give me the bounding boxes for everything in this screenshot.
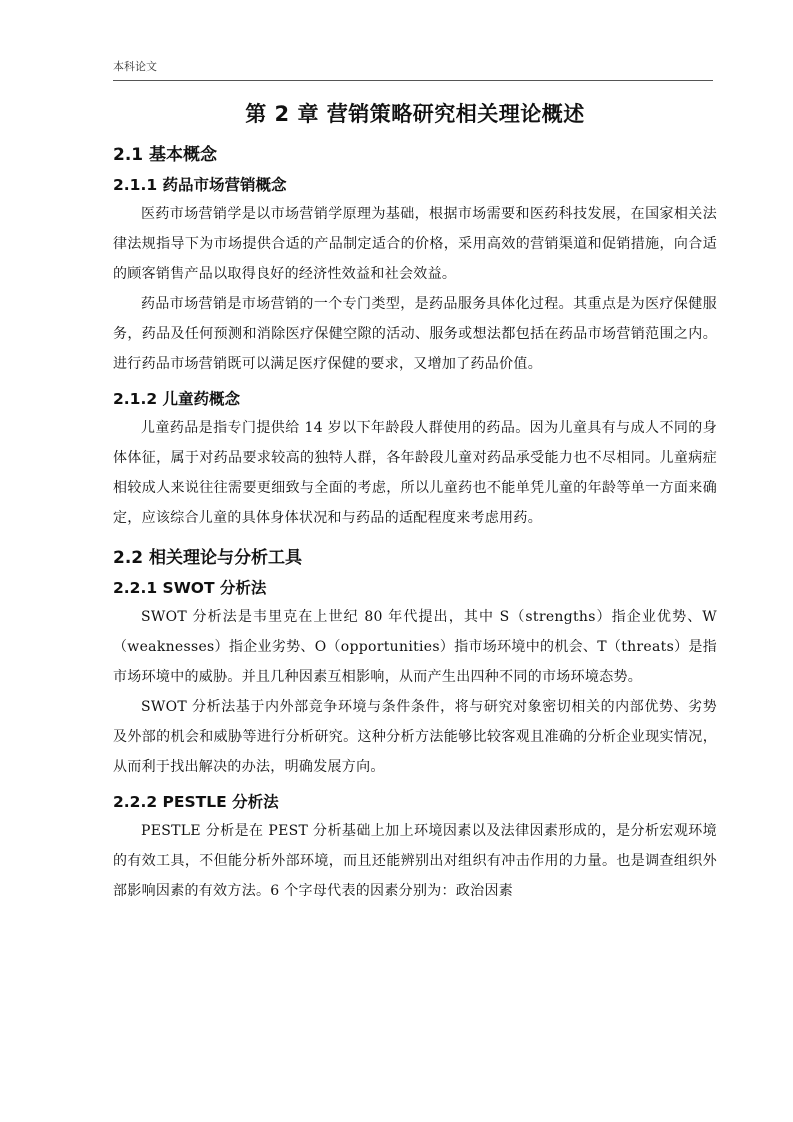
paragraph: SWOT 分析法基于内外部竞争环境与条件条件，将与研究对象密切相关的内部优势、劣势及外部的机会和威胁等进行分析研究。这种分析方法能够比较客观且准确的分析企业现实情况，从而利于找出解决的办法，明确发展方向。 [113,699,717,775]
subsection-heading-2-1-1: 2.1.1 药品市场营销概念 [113,176,287,194]
subsection-heading-2-1-2: 2.1.2 儿童药概念 [113,390,241,408]
paragraph: SWOT 分析法是韦里克在上世纪 80 年代提出，其中 S（strengths）指企业优势、W（weaknesses）指企业劣势、O（opportunities）指市场环境中的机会、T（threats）是指市场环境中的威胁。并且几种因素互相影响，从而产生出四种不同的市场环境态势。 [113,609,717,685]
page-body [113,98,717,906]
section-heading-2-1: 2.1 基本概念 [113,145,218,165]
subsection-heading-2-2-1: 2.2.1 SWOT 分析法 [113,579,267,597]
header-rule [113,80,713,81]
section-heading-2-2: 2.2 相关理论与分析工具 [113,548,303,568]
chapter-title: 第 2 章 营销策略研究相关理论概述 [245,102,585,126]
paragraph: 药品市场营销是市场营销的一个专门类型，是药品服务具体化过程。其重点是为医疗保健服务，药品及任何预测和消除医疗保健空隙的活动、服务或想法都包括在药品市场营销范围之内。进行药品市场营销既可以满足医疗保健的要求，又增加了药品价值。 [113,296,717,372]
subsection-heading-2-2-2: 2.2.2 PESTLE 分析法 [113,793,279,811]
running-header: 本科论文 [113,60,157,73]
paragraph: 儿童药品是指专门提供给 14 岁以下年龄段人群使用的药品。因为儿童具有与成人不同的身体体征，属于对药品要求较高的独特人群，各年龄段儿童对药品承受能力也不尽相同。儿童病症相较成人来说往往需要更细致与全面的考虑，所以儿童药也不能单凭儿童的年龄等单一方面来确定，应该综合儿童的具体身体状况和与药品的适配程度来考虑用药。 [113,420,717,526]
paragraph: 医药市场营销学是以市场营销学原理为基础，根据市场需要和医药科技发展，在国家相关法律法规指导下为市场提供合适的产品制定适合的价格，采用高效的营销渠道和促销措施，向合适的顾客销售产品以取得良好的经济性效益和社会效益。 [113,206,717,282]
paragraph: PESTLE 分析是在 PEST 分析基础上加上环境因素以及法律因素形成的，是分析宏观环境的有效工具，不但能分析外部环境，而且还能辨别出对组织有冲击作用的力量。也是调查组织外部影响因素的有效方法。6 个字母代表的因素分别为：政治因素 [113,823,717,899]
